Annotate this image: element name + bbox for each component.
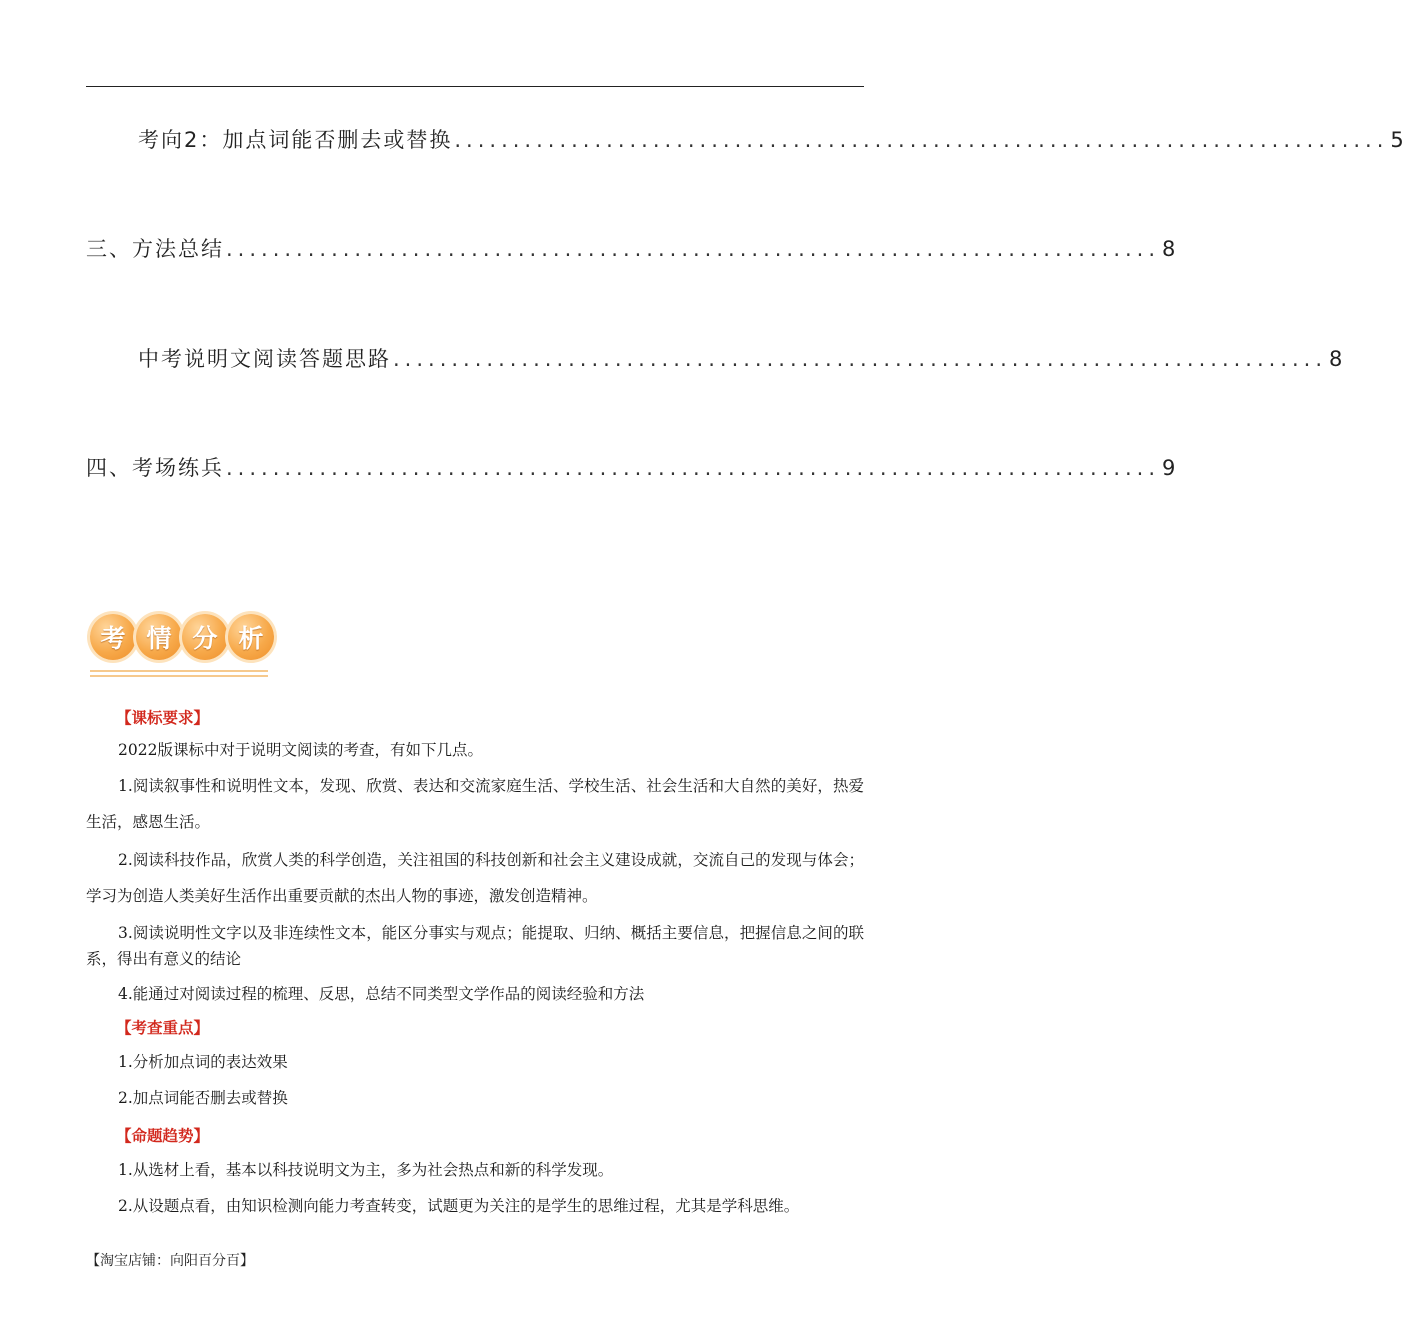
focus-heading: 【考查重点】	[116, 1018, 210, 1037]
toc-leader-dots: ................................................................................	[226, 456, 1161, 480]
toc-leader-dots: ................................................................................	[226, 237, 1161, 261]
section-banner	[88, 614, 272, 680]
banner-char: 情	[136, 614, 182, 660]
curriculum-item-1: 1.阅读叙事性和说明性文本，发现、欣赏、表达和交流家庭生活、学校生活、社会生活和大自然的美好，热爱生活，感恩生活。	[86, 777, 864, 831]
toc-page-number: 8	[1329, 347, 1343, 371]
top-rule	[86, 86, 864, 87]
toc-entry-method-summary[interactable]	[86, 233, 1176, 267]
banner-char: 分	[182, 614, 228, 660]
toc-entry-kaoxiang2[interactable]	[138, 124, 1404, 158]
curriculum-intro: 2022版课标中对于说明文阅读的考查，有如下几点。	[118, 741, 483, 759]
toc-entry-answer-approach[interactable]	[138, 343, 1343, 377]
banner-underline	[90, 675, 268, 677]
trend-item-2: 2.从设题点看，由知识检测向能力考查转变，试题更为关注的是学生的思维过程，尤其是学科思维。	[118, 1197, 800, 1215]
curriculum-item-4: 4.能通过对阅读过程的梳理、反思，总结不同类型文学作品的阅读经验和方法	[118, 985, 645, 1003]
trend-item-1: 1.从选材上看，基本以科技说明文为主，多为社会热点和新的科学发现。	[118, 1161, 614, 1179]
focus-item-2: 2.加点词能否删去或替换	[118, 1089, 288, 1107]
toc-leader-dots: ................................................................................	[393, 347, 1328, 371]
banner-char: 析	[228, 614, 274, 660]
toc-label: 考向2：加点词能否删去或替换	[138, 128, 453, 152]
toc-page-number: 8	[1162, 237, 1176, 261]
banner-underline	[90, 670, 268, 672]
toc-label: 四、考场练兵	[86, 456, 224, 480]
banner-char: 考	[90, 614, 136, 660]
toc-page-number: 5	[1390, 128, 1404, 152]
toc-leader-dots: ................................................................................	[454, 128, 1389, 152]
toc-page-number: 9	[1162, 456, 1176, 480]
curriculum-item-3: 3.阅读说明性文字以及非连续性文本，能区分事实与观点；能提取、归纳、概括主要信息，把握信息之间的联系，得出有意义的结论	[86, 924, 864, 968]
toc-label: 三、方法总结	[86, 237, 224, 261]
focus-item-1: 1.分析加点词的表达效果	[118, 1053, 288, 1071]
page-footer: 【淘宝店铺：向阳百分百】	[86, 1253, 254, 1269]
curriculum-item-2: 2.阅读科技作品，欣赏人类的科学创造，关注祖国的科技创新和社会主义建设成就，交流自己的发现与体会；学习为创造人类美好生活作出重要贡献的杰出人物的事迹，激发创造精神。	[86, 851, 864, 905]
toc-label: 中考说明文阅读答题思路	[138, 347, 391, 371]
curriculum-heading: 【课标要求】	[116, 708, 210, 727]
trend-heading: 【命题趋势】	[116, 1126, 210, 1145]
toc-entry-practice[interactable]	[86, 452, 1176, 486]
